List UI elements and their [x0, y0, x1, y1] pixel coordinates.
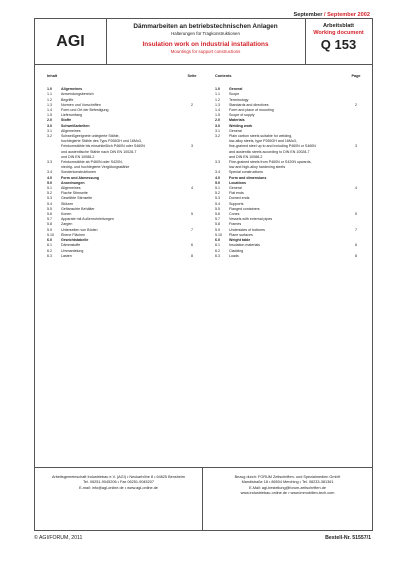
toc-entry-title: Domed ends — [229, 196, 250, 201]
toc-entry-number: 5.9 — [215, 227, 220, 232]
toc-entry-number: 2.0 — [215, 118, 220, 123]
toc-page-number: 6 — [355, 243, 357, 248]
order-number: Bestell-Nr. 51557/1 — [325, 535, 371, 541]
toc-entry-title: Gewölbte Stirnseite — [61, 196, 93, 201]
toc-entry-number: 1.4 — [47, 108, 52, 113]
toc-entry-title: Normen und Vorschriften — [61, 102, 101, 107]
toc-entry-number: 5.2 — [47, 191, 52, 196]
toc-entry-title: Plain carbon steels suitable for welding, — [229, 134, 293, 139]
toc-entry-number: 3.0 — [47, 123, 52, 128]
toc-entry-title: Feinkornstähle bis einschließlich P460N oder S460N — [61, 144, 145, 149]
footer-left-line-2: Tel. 06251-9045206 • Fax 06251-9045207 — [83, 480, 154, 485]
toc-entry-number: 5.6 — [215, 212, 220, 217]
toc-entry-title: low-alloy steels, type P265GH and 16Mo3, — [229, 139, 297, 144]
toc-entry-title: Begriffe — [61, 97, 74, 102]
date-en: September 2002 — [327, 12, 370, 18]
toc-entry-title: Lasten — [61, 253, 72, 258]
toc-entry-number: 3.2 — [215, 134, 220, 139]
agi-logo: AGI — [35, 19, 107, 64]
toc-entry-number: 5.5 — [215, 206, 220, 211]
toc-english — [215, 74, 345, 259]
toc-entry-title: Ummantelung — [61, 248, 84, 253]
toc-de-pages — [183, 74, 201, 259]
toc-entry-number: 6.2 — [215, 248, 220, 253]
toc-entry-title: Dämmstoffe — [61, 243, 81, 248]
doc-number: Q 153 — [320, 37, 357, 52]
toc-de-page-heading: Seite — [187, 74, 197, 78]
toc-entry-number: 5.8 — [47, 222, 52, 227]
toc-entry-title: Supports — [229, 201, 244, 206]
toc-entry-number: 6.2 — [47, 248, 52, 253]
toc-entry-number: 5.2 — [215, 191, 220, 196]
toc-entry-number: 6.0 — [47, 238, 52, 243]
toc-entry-number: 5.7 — [47, 217, 52, 222]
toc-entry-title: Scope of supply — [229, 113, 255, 118]
toc-entry-title: hochlegierte Stähle des Typs P265GH und 16Mo3, — [61, 139, 142, 144]
toc-entry-number: 5.10 — [215, 232, 222, 237]
toc-entry-title: Apparate mit Außenrohrleitungen — [61, 217, 114, 222]
toc-entry-title: Gewichtstabelle — [61, 238, 89, 243]
date-sep: / — [322, 12, 328, 18]
toc-entry-title: Allgemeines — [61, 186, 81, 191]
toc-entry-title: fine-grained steel up to and including P460N or S460N — [229, 144, 316, 149]
toc-entry-title: Schweißarbeiten — [61, 123, 90, 128]
toc-de-heading: Inhalt — [47, 74, 58, 78]
toc-entry-title: Form und Abmessung — [61, 175, 100, 180]
toc-entry-number: 5.1 — [47, 186, 52, 191]
toc-entry-title: Allgemeines — [61, 87, 83, 92]
toc-entry-number: 1.2 — [215, 97, 220, 102]
toc-page-number: 2 — [355, 102, 357, 107]
toc-entry-number: 1.4 — [215, 108, 220, 113]
toc-entry-title: Schweißgeeignete unlegierte Stähle, — [61, 134, 120, 139]
footer-distributor — [203, 467, 372, 530]
toc-german — [47, 74, 173, 259]
toc-entry-number: 3.4 — [215, 170, 220, 175]
footer-left-line-1: Arbeitsgemeinschaft Industriebau e.V. (AGI) • Neckarhöhe 8 • 64625 Bensheim — [52, 475, 185, 479]
toc-entry-number: 6.1 — [47, 243, 52, 248]
toc-entry-number: 1.2 — [47, 97, 52, 102]
toc-page-number: 3 — [191, 144, 193, 149]
toc-entry-title: Anwendungsbereich — [61, 92, 94, 97]
toc-entry-number: 3.4 — [47, 170, 52, 175]
title-de: Dämmarbeiten an betriebstechnischen Anlagen — [133, 23, 278, 30]
date-de: September — [293, 12, 323, 18]
toc-entry-title: low and high-alloy hardening steels — [229, 165, 286, 170]
toc-entry-number: 3.0 — [215, 123, 220, 128]
subtitle-de: Halterungen für Tragkonstruktionen — [171, 31, 240, 36]
document-page — [34, 18, 373, 531]
toc-page-number: 4 — [355, 186, 357, 191]
toc-entry-number: 5.5 — [47, 206, 52, 211]
toc-entry-number: 6.1 — [215, 243, 220, 248]
toc-entry-number: 1.0 — [47, 87, 52, 92]
toc-entry-title: Insulation materials — [229, 243, 260, 248]
toc-page-number: 7 — [355, 227, 357, 232]
subtitle-en: Mountings for support constructions — [170, 49, 241, 54]
toc-entry-title: General — [229, 186, 242, 191]
toc-entry-title: und austenitische Stähle nach DIN EN 10028-7 — [61, 149, 137, 154]
toc-page-number: 4 — [191, 186, 193, 191]
toc-entry-number: 1.1 — [215, 92, 220, 97]
toc-entry-title: Anordnungen — [61, 180, 85, 185]
toc-entry — [47, 254, 173, 259]
toc-entry-number: 4.0 — [215, 175, 220, 180]
doc-id-block — [305, 19, 372, 64]
toc-entry-title: General — [229, 87, 243, 92]
toc-entry-title: Cladding — [229, 248, 244, 253]
toc-entry-title: Frames — [229, 222, 242, 227]
toc-entry-title: Konen — [61, 212, 72, 217]
toc-entry-title: Flat ends — [229, 191, 244, 196]
toc-entry-number: 5.4 — [215, 201, 220, 206]
doc-label-de: Arbeitsblatt — [322, 23, 355, 29]
toc-entry-title: Stoffe — [61, 118, 72, 123]
toc-entry-title: Allgemeines — [61, 128, 81, 133]
toc-entry-title: Locations — [229, 180, 246, 185]
toc-entry-title: Flache Stirnseite — [61, 191, 88, 196]
toc-entry-title: Standards and directives — [229, 102, 269, 107]
toc-entry-title: and austenitic steels according to DIN EN 10028-7 — [229, 149, 310, 154]
toc-entry-number: 5.3 — [215, 196, 220, 201]
toc-entry-title: Loads — [229, 253, 239, 258]
toc-entry-title: Zargen — [61, 222, 73, 227]
toc-entry-title: Fine-grained steels from P460N or S420N upwards, — [229, 160, 312, 165]
title-en: Insulation work on industrial installations — [142, 41, 269, 48]
toc-page-number: 6 — [191, 243, 193, 248]
footer-right-line-3: E-Mail: agi-bestellung@forum-zeitschriften.de — [249, 485, 326, 490]
toc-entry-number: 5.4 — [47, 201, 52, 206]
doc-label-en: Working document — [313, 30, 364, 36]
header — [35, 19, 372, 65]
toc-entry-title: Flanged containers — [229, 206, 260, 211]
toc-entry-title: Lieferumfang — [61, 113, 82, 118]
toc-entry-title: Weight table — [229, 238, 251, 243]
toc-entry-number: 3.3 — [47, 160, 52, 165]
toc-page-number: 2 — [191, 102, 193, 107]
toc-entry-title: Undersides of bottoms — [229, 227, 265, 232]
toc-entry-title: niedrig- und hochlegierte Vergütungsstähle — [61, 165, 130, 170]
toc-entry-number: 1.1 — [47, 92, 52, 97]
toc-page-number: 5 — [355, 212, 357, 217]
toc-entry-title: and DIN EN 10088-2 — [229, 154, 263, 159]
toc-entry-number: 2.0 — [47, 118, 52, 123]
toc-entry-number: 1.5 — [215, 113, 220, 118]
toc-entry-number: 5.0 — [47, 180, 52, 185]
toc-entry-number: 6.3 — [215, 253, 220, 258]
footer-left-line-3: E-mail: info@agi-online.de • www.agi-online.de — [79, 485, 158, 490]
footer-right-line-4: www.industriebau-online.de • www.immobilien-tech.com — [240, 491, 335, 496]
footer-right-line-1: Bezug durch: FORUM Zeitschriften- und Spezialmedien GmbH — [234, 475, 341, 479]
toc-entry-number: 3.2 — [47, 134, 52, 139]
toc-entry-title: Feinkornstähle ab P460N oder S420N, — [61, 160, 123, 165]
toc-entry-number: 5.6 — [47, 212, 52, 217]
toc-entry-number: 3.1 — [215, 128, 220, 133]
toc-entry-title: Stützen — [61, 201, 74, 206]
toc-entry-title: Materials — [229, 118, 245, 123]
toc-page-number: 7 — [191, 227, 193, 232]
title-block — [106, 19, 306, 64]
toc-page-number: 5 — [191, 212, 193, 217]
toc-entry — [215, 254, 345, 259]
toc-entry-number: 6.0 — [215, 238, 220, 243]
toc-en-pages — [347, 74, 365, 259]
toc-entry-title: Terminology — [229, 97, 249, 102]
toc-entry-title: Unterseiten von Böden — [61, 227, 98, 232]
copyright: © AGI/FORUM, 2011 — [34, 535, 83, 541]
toc-entry-title: Vessels with external pipes — [229, 217, 273, 222]
toc-entry-number: 3.3 — [215, 160, 220, 165]
toc-entry-number: 5.9 — [47, 227, 52, 232]
toc-entry-number: 4.0 — [47, 175, 52, 180]
toc-page-number: 8 — [191, 253, 193, 258]
toc-entry-number: 5.3 — [47, 196, 52, 201]
toc-entry-number: 1.0 — [215, 87, 220, 92]
toc-entry-number: 5.8 — [215, 222, 220, 227]
toc-entry-number: 1.5 — [47, 113, 52, 118]
toc-entry-number: 6.3 — [47, 253, 52, 258]
toc-entry-title: Form and place of mounting — [229, 108, 274, 113]
toc-entry-title: Sonderkonstruktionen — [61, 170, 96, 175]
toc-en-page-heading: Page — [351, 74, 361, 78]
toc-entry-number: 5.0 — [215, 180, 220, 185]
toc-entry-number: 1.3 — [215, 102, 220, 107]
toc-entry-title: Form und Ort der Befestigung — [61, 108, 109, 113]
toc-entry-title: Special constructions — [229, 170, 263, 175]
toc-entry-title: Scope — [229, 92, 240, 97]
toc-entry-number: 5.7 — [215, 217, 220, 222]
toc-en-heading: Contents — [215, 74, 232, 78]
toc-entry-number: 1.3 — [47, 102, 52, 107]
toc-entry-title: Ebene Flächen — [61, 232, 86, 237]
toc-entry-title: General — [229, 128, 242, 133]
toc-entry-number: 3.1 — [47, 128, 52, 133]
toc-entry-number: 5.1 — [215, 186, 220, 191]
toc-page-number: 8 — [355, 253, 357, 258]
toc-entry-title: und DIN EN 10088-2 — [61, 154, 95, 159]
toc-entry-number: 5.10 — [47, 232, 54, 237]
toc-entry-title: Geflanschte Behälter — [61, 206, 95, 211]
toc-entry-title: Cones — [229, 212, 240, 217]
footer-right-line-2: Mandlstraße 18 • 86504 Merching • Tel. 08233-381361 — [241, 480, 334, 485]
toc-page-number: 3 — [355, 144, 357, 149]
toc-entry-title: Welding work — [229, 123, 253, 128]
toc-entry-title: Plane surfaces — [229, 232, 253, 237]
toc-entry-title: Form and dimensions — [229, 175, 267, 180]
footer-publisher — [35, 467, 203, 530]
